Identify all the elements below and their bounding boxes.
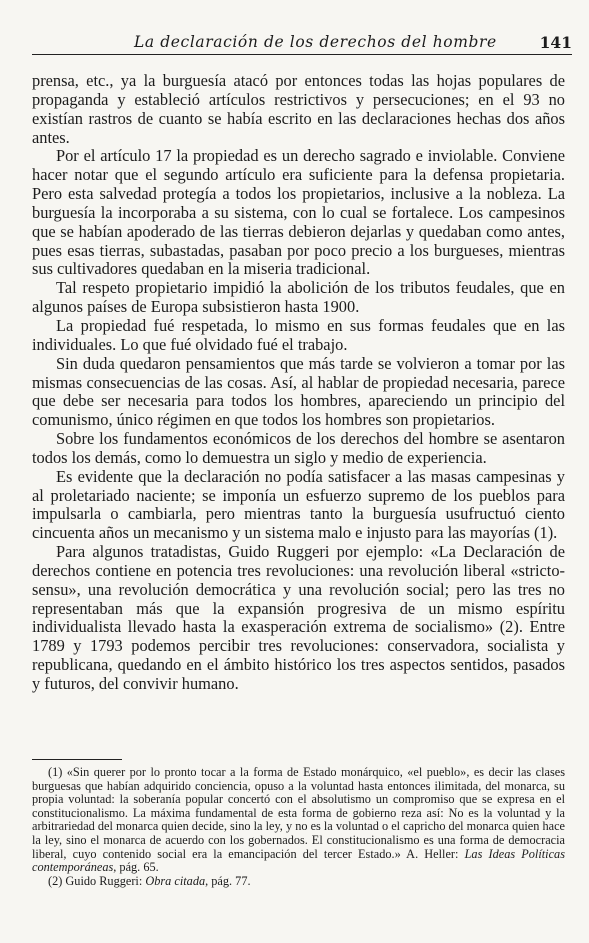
footnote-2-text: (2) Guido Ruggeri: <box>48 873 146 888</box>
footnote-1-page: , pág. 65. <box>113 860 159 875</box>
body-text <box>32 72 565 694</box>
footnote-2-work-title: Obra citada <box>145 873 206 888</box>
paragraph: La propiedad fué respetada, lo mismo en sus formas feudales que en las individuales. Lo que fué olvidado fué el trabajo. <box>32 315 565 354</box>
footnote-2-page: , pág. 77. <box>205 873 251 888</box>
footnotes <box>32 766 565 888</box>
page-number: 141 <box>539 33 572 52</box>
paragraph: Tal respeto propietario impidió la abolición de los tributos feudales, que en algunos países de Europa subsistieron hasta 1900. <box>32 278 565 317</box>
footnote-1 <box>32 766 565 875</box>
running-title: La declaración de los derechos del hombre <box>134 33 497 51</box>
page-header <box>32 30 572 54</box>
paragraph: Sin duda quedaron pensamientos que más tarde se volvieron a tomar por las mismas consecuencias de las cosas. Así, al hablar de propiedad necesaria, parece que debe ser necesaria para todos los hombres, apareciendo un principio del comunismo, único régimen en que todos los hombres son propietarios. <box>32 353 565 430</box>
footnote-2 <box>32 875 565 889</box>
footnote-rule <box>32 759 122 760</box>
paragraph: Por el artículo 17 la propiedad es un derecho sagrado e inviolable. Conviene hacer notar que el segundo artículo era suficiente para la defensa propietaria. Pero esta salvedad protegía a todos los propietarios, inclusive a la nobleza. La burguesía la incorporaba a su sistema, con lo cual se fortalece. Los campesinos que se habían apoderado de las tierras debieron dejarlas y quedaban como antes, pues esas tierras, subastadas, pasaban por poco precio a los burgueses, mientras sus cultivadores quedaban en la miseria tradicional. <box>32 146 565 279</box>
paragraph: Sobre los fundamentos económicos de los derechos del hombre se asentaron todos los demás, como lo demuestra un siglo y medio de experiencia. <box>32 429 565 467</box>
footnote-1-work-title: Las Ideas Políticas contemporáneas <box>32 846 565 875</box>
paragraph-continuation: prensa, etc., ya la burguesía atacó por entonces todas las hojas populares de propaganda y estableció artículos restrictivos y persecuciones; en el 93 no existían rastros de cuanto se había escrito en las declaraciones hechas dos años antes. <box>32 71 565 147</box>
footnote-1-text: (1) «Sin querer por lo pronto tocar a la forma de Estado monárquico, «el pueblo», es decir las clases burguesas que habían adquirido conciencia, opuso a la voluntad hasta entonces ilimitada, del monarca, su propia voluntad: la soberanía popular concertó con el absolutismo un compromiso que se expresa en el constitucionalismo. La máxima fundamental de esta forma de gobierno reza así: No es la voluntad y la arbitrariedad del monarca quien decide, sino la ley, y no es la voluntad o el capricho del monarca quien hace la ley, sino el monarca de acuerdo con los gobernados. El constitucionalismo es una forma de democracia liberal, cuyo contenido social era la emancipación del tercer Estado.» A. Heller: <box>32 765 565 861</box>
paragraph: Para algunos tratadistas, Guido Ruggeri por ejemplo: «La Declaración de derechos contiene en potencia tres revoluciones: una revolución liberal «stricto-sensu», una revolución democrática y una revolución social; pero las tres no representaban más que la expansión progresiva de un mismo espíritu individualista llevado hasta la exasperación extrema de socialismo» (2). Entre 1789 y 1793 podemos percibir tres revoluciones: conservadora, socialista y republicana, quedando en el ámbito histórico los tres aspectos sentidos, pasados y futuros, del convivir humano. <box>32 542 565 693</box>
header-rule <box>32 54 572 55</box>
paragraph: Es evidente que la declaración no podía satisfacer a las masas campesinas y al proletariado naciente; se imponía un esfuerzo supremo de los pueblos para impulsarla o cambiarla, pero mientras tanto la burguesía usufructuó ciento cincuenta años un mecanismo y un sistema malo e injusto para las mayorías (1). <box>32 466 565 543</box>
